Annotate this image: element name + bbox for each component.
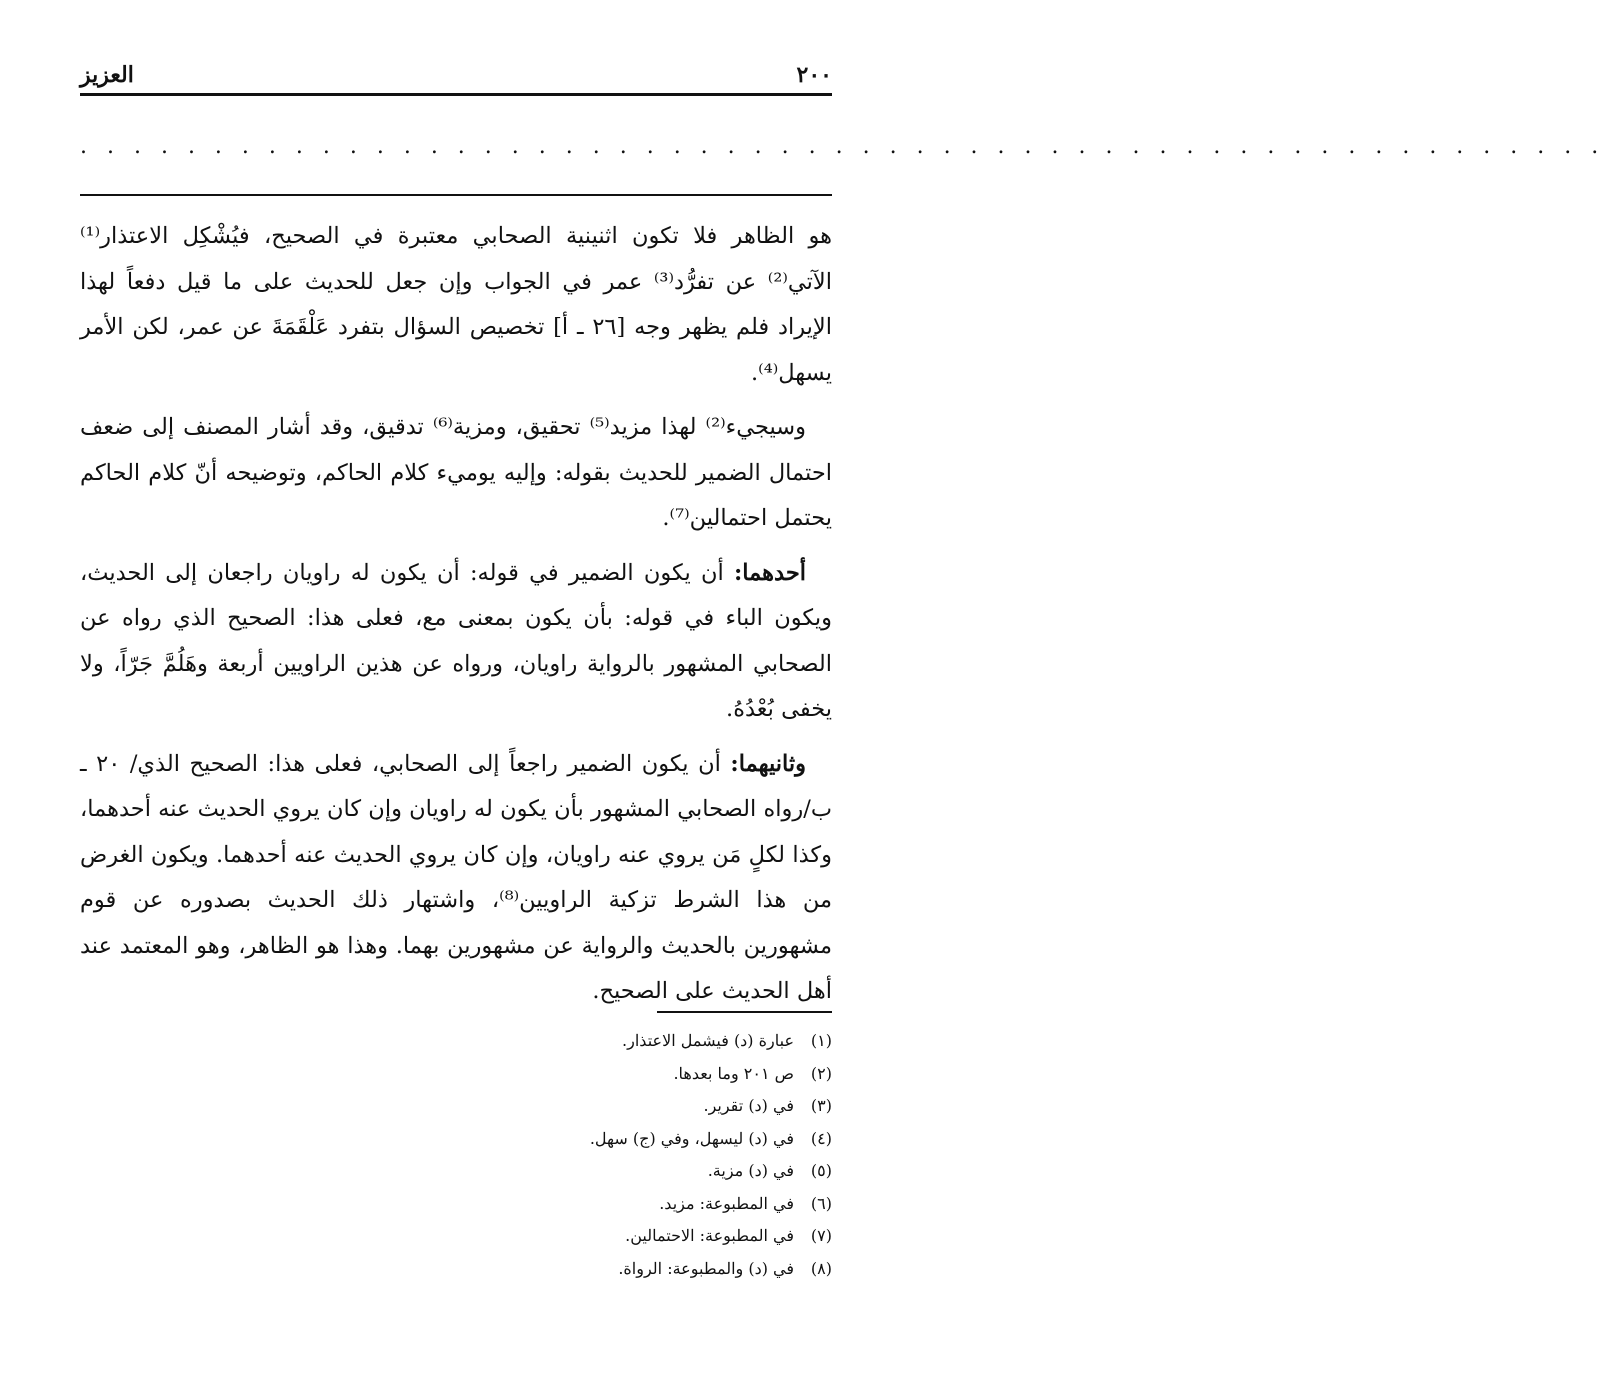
footnote-text: في المطبوعة: الاحتمالين. [625, 1226, 794, 1245]
footnote-number: (٣) [810, 1096, 832, 1115]
footnote-number: (٦) [810, 1193, 832, 1213]
footnote-item [80, 1220, 832, 1253]
book-page [80, 0, 1605, 1389]
footnote-item [80, 1155, 832, 1188]
footnote-item [80, 1025, 832, 1058]
footnote-text: في المطبوعة: مزيد. [659, 1193, 794, 1213]
header-rule [80, 93, 832, 96]
paragraph [80, 551, 832, 733]
footnote-text: في (د) ليسهل، وفي (ج) سهل. [589, 1128, 794, 1148]
footnote-number: (٤) [810, 1128, 832, 1148]
footnote-text: ص ٢٠١ وما بعدها. [673, 1063, 794, 1083]
footnote-number: (٧) [810, 1226, 832, 1245]
footnote-number: (٨) [810, 1258, 832, 1278]
paragraph-text: هو الظاهر فلا تكون اثنينية الصحابي معتبرة في الصحيح، فيُشْكِل الاعتذار⁽¹⁾ الآتي⁽²⁾ عن تفرُّد⁽³⁾ عمر في الجواب وإن جعل للحديث على ما قيل دفعاً لهذا الإيراد فلم يظهر وجه [٢٦ ـ أ] تخصيص السؤال بتفرد عَلْقَمَةَ عن عمر، لكن الأمر يسهل⁽⁴⁾. [80, 223, 832, 386]
page-header [80, 54, 832, 88]
footnotes [80, 1025, 832, 1285]
footnote-text: في (د) والمطبوعة: الرواة. [618, 1258, 794, 1278]
footnote-item [80, 1123, 832, 1156]
footnote-number: (١) [810, 1031, 832, 1050]
footnote-item [80, 1058, 832, 1091]
paragraph [80, 742, 832, 1015]
footnote-text: في (د) تقرير. [703, 1096, 794, 1115]
paragraph-text: وسيجيء⁽²⁾ لهذا مزيد⁽⁵⁾ تحقيق، ومزية⁽⁶⁾ تدقيق، وقد أشار المصنف إلى ضعف احتمال الضمير للحديث بقوله: وإليه يوميء كلام الحاكم، وتوضيحه أنّ كلام الحاكم يحتمل احتمالين⁽⁷⁾. [80, 414, 832, 531]
footnote-item [80, 1090, 832, 1123]
paragraph-lead: وثانيهما: [730, 750, 806, 777]
section-rule [80, 194, 832, 196]
footnote-text: عبارة (د) فيشمل الاعتذار. [622, 1031, 794, 1050]
footnote-number: (٥) [810, 1161, 832, 1180]
paragraph [80, 405, 832, 542]
footnote-item [80, 1188, 832, 1221]
main-text [80, 214, 832, 1024]
running-title: العزيز [80, 62, 134, 88]
page-number: ٢٠٠ [796, 62, 832, 88]
footnote-text: في (د) مزية. [707, 1161, 794, 1180]
footnote-rule [657, 1011, 832, 1013]
footnote-item [80, 1253, 832, 1286]
paragraph-text: أن يكون الضمير في قوله: أن يكون له راويان راجعان إلى الحديث، ويكون الباء في قوله: بأن يكون بمعنى مع، فعلى هذا: الصحيح الذي رواه عن الصحابي المشهور بالرواية راويان، ورواه عن هذين الراويين أربعة وهَلُمَّ جَرّاً، ولا يخفى بُعْدُهُ. [80, 559, 832, 722]
ellipsis-separator: . . . . . . . . . . . . . . . . . . . . . . . . . . . . . . . . . . . . . . . . . . . . . . . . . . . . . . . . . [80, 134, 1605, 159]
paragraph-lead: أحدهما: [733, 559, 806, 586]
paragraph [80, 214, 832, 396]
footnote-number: (٢) [810, 1063, 832, 1083]
paragraph-text: أن يكون الضمير راجعاً إلى الصحابي، فعلى هذا: الصحيح الذي/ ٢٠ ـ ب/رواه الصحابي المشهور بأن يكون له راويان وإن كان يروي الحديث عنه أحدهما، وكذا لكلٍ مَن يروي عنه راويان، وإن كان يروي الحديث عنه أحدهما. ويكون الغرض من هذا الشرط تزكية الراويين⁽⁸⁾، واشتهار ذلك الحديث بصدوره عن قوم مشهورين بالحديث والرواية عن مشهورين بهما. وهذا هو الظاهر، وهو المعتمد عند أهل الحديث على الصحيح. [80, 750, 833, 1004]
